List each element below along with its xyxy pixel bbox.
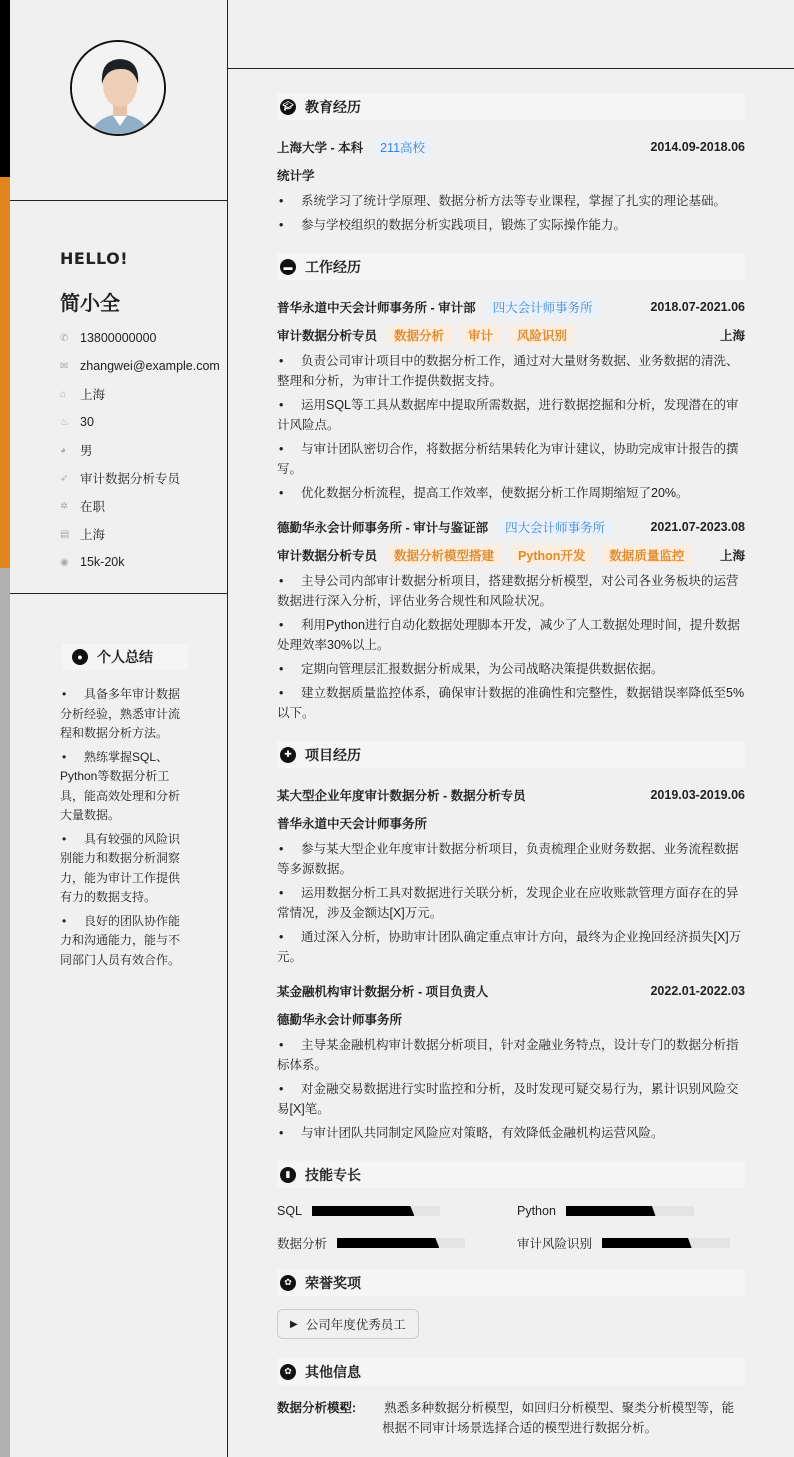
section-title: 工作经历 (305, 258, 361, 275)
job-header (277, 513, 745, 541)
job-header (277, 293, 745, 321)
bullet-item: • 参与学校组织的数据分析实践项目，锻炼了实际操作能力。 (277, 215, 745, 235)
project-org: 德勤华永会计师事务所 (277, 1013, 403, 1027)
info-text: 在职 (80, 500, 106, 514)
bullet-item: • 主导某金融机构审计数据分析项目，针对金融业务特点，设计专门的数据分析指标体系。 (277, 1035, 745, 1075)
info-row (60, 380, 220, 408)
project-header (277, 781, 745, 809)
job-entry (277, 513, 745, 723)
bullet-item: • 建立数据质量监控体系，确保审计数据的准确性和完整性，数据错误率降低至5%以下。 (277, 683, 745, 723)
skill-bar-fill (602, 1238, 692, 1248)
company: 普华永道中天会计师事务所 - 审计部 (277, 301, 476, 315)
skill-name: 数据分析 (277, 1237, 328, 1251)
summary-title: 个人总结 (97, 649, 153, 665)
work-section (277, 253, 745, 723)
skill-tag: 审计 (461, 325, 500, 345)
info-row (60, 548, 220, 576)
info-row (60, 492, 220, 520)
date: 2022.01-2022.03 (650, 984, 745, 998)
section-header (277, 741, 745, 768)
date: 2018.07-2021.06 (650, 300, 745, 314)
info-text: 13800000000 (80, 331, 157, 345)
project-bullets (277, 1035, 745, 1143)
home-icon: ⌂ (60, 388, 67, 400)
skill-item (517, 1233, 745, 1253)
projects-section (277, 741, 745, 1143)
divider (10, 593, 228, 594)
main-content (277, 93, 745, 1442)
bullet-item: • 与审计团队密切合作，将数据分析结果转化为审计建议，协助完成审计报告的撰写。 (277, 439, 745, 479)
sidebar (10, 0, 228, 1457)
section-header (277, 253, 745, 280)
bullet-item: • 利用Python进行自动化数据处理脚本开发，减少了人工数据处理时间，提升数据处理效率30%以上。 (277, 615, 745, 655)
skill-bar (312, 1206, 440, 1216)
accent-strip-black (0, 0, 10, 177)
bullet-item: • 运用SQL等工具从数据库中提取所需数据，进行数据挖掘和分析，发现潜在的审计风险点。 (277, 395, 745, 435)
skill-tag: Python开发 (511, 545, 592, 565)
bullet-item: • 对金融交易数据进行实时监控和分析，及时发现可疑交易行为，累计识别风险交易[X]笔。 (277, 1079, 745, 1119)
skill-tag: 数据分析模型搭建 (387, 545, 501, 565)
section-header (277, 1269, 745, 1296)
contact-info (60, 324, 220, 576)
send-icon: ➶ (60, 472, 69, 484)
other-section (277, 1358, 745, 1442)
info-text: 30 (80, 415, 94, 429)
project-entry (277, 781, 745, 967)
job-left (277, 297, 600, 317)
section-title: 其他信息 (305, 1363, 361, 1380)
bullet-item: • 运用数据分析工具对数据进行关联分析，发现企业在应收账款管理方面存在的异常情况，涉及金额达[X]万元。 (277, 883, 745, 923)
skill-item (277, 1233, 517, 1253)
gender-icon: ◕ (60, 444, 67, 456)
summary-header (62, 644, 188, 670)
info-text: 审计数据分析专员 (80, 472, 181, 486)
city: 上海 (719, 329, 745, 343)
summary-item: • 良好的团队协作能力和沟通能力，能与不同部门人员有效合作。 (60, 912, 188, 971)
award-icon: ✿ (280, 1364, 296, 1380)
cake-icon: ♨ (60, 416, 69, 428)
job-bullets (277, 351, 745, 503)
graduation-cap-icon: 🎓︎ (280, 99, 296, 115)
avatar (70, 40, 166, 136)
project-name: 某金融机构审计数据分析 - 项目负责人 (277, 985, 489, 999)
role: 审计数据分析专员 (277, 329, 378, 343)
skill-bar (602, 1238, 730, 1248)
role-left (277, 325, 574, 345)
bullet-item: • 系统学习了统计学原理、数据分析方法等专业课程，掌握了扎实的理论基础。 (277, 191, 745, 211)
summary-list (60, 685, 188, 974)
info-text: 15k-20k (80, 555, 125, 569)
accent-strip-orange (0, 177, 10, 568)
info-row (60, 520, 220, 548)
grid-icon: ✚ (280, 747, 296, 763)
skill-bar-fill (312, 1206, 414, 1216)
date: 2021.07-2023.08 (650, 520, 745, 534)
section-header (277, 1358, 745, 1385)
company-tag: 四大会计师事务所 (486, 297, 600, 317)
bullet-item: • 与审计团队共同制定风险应对策略，有效降低金融机构运营风险。 (277, 1123, 745, 1143)
school: 上海大学 - 本科 (277, 141, 364, 155)
major: 统计学 (277, 169, 315, 183)
project-org-row (277, 809, 745, 837)
skill-bar (566, 1206, 694, 1216)
project-bullets (277, 839, 745, 967)
skill-name: Python (517, 1204, 556, 1218)
hello-heading: HELLO! (60, 249, 129, 268)
section-title: 技能专长 (305, 1166, 361, 1183)
candidate-name: 简小全 (60, 293, 120, 315)
bullet-item: • 定期向管理层汇报数据分析成果，为公司战略决策提供数据依据。 (277, 659, 745, 679)
section-title: 荣誉奖项 (305, 1274, 361, 1291)
accent-strip-gray (0, 568, 10, 1457)
award-label: 公司年度优秀员工 (305, 1318, 406, 1332)
project-org-row (277, 1005, 745, 1033)
education-bullets (277, 191, 745, 235)
skill-name: 审计风险识别 (517, 1237, 593, 1251)
honors-section (277, 1269, 745, 1358)
city: 上海 (719, 549, 745, 563)
section-header (277, 1161, 745, 1188)
award-item[interactable] (277, 1309, 419, 1339)
summary-item: • 具备多年审计数据分析经验，熟悉审计流程和数据分析方法。 (60, 685, 188, 744)
role: 审计数据分析专员 (277, 549, 378, 563)
play-icon: ▶ (290, 1318, 298, 1330)
divider (228, 68, 794, 69)
skills-section (277, 1161, 745, 1253)
project-name: 某大型企业年度审计数据分析 - 数据分析专员 (277, 789, 526, 803)
role-left (277, 545, 691, 565)
job-role-row (277, 321, 745, 349)
skill-item (517, 1201, 745, 1221)
summary-item: • 熟练掌握SQL、Python等数据分析工具，能高效处理和分析大量数据。 (60, 748, 188, 826)
bullet-item: • 主导公司内部审计数据分析项目，搭建数据分析模型，对公司各业务板块的运营数据进行深入分析，评估业务合规性和风险状况。 (277, 571, 745, 611)
skill-tag: 数据分析 (387, 325, 451, 345)
building-icon: ▤ (60, 528, 70, 540)
award-icon: ✿ (280, 1275, 296, 1291)
section-title: 项目经历 (305, 746, 361, 763)
other-label: 数据分析模型: (277, 1401, 357, 1415)
job-entry (277, 293, 745, 503)
skill-bar (337, 1238, 465, 1248)
education-section (277, 93, 745, 235)
skill-name: SQL (277, 1204, 303, 1218)
school-tag: 211高校 (373, 137, 432, 157)
skill-tag: 数据质量监控 (602, 545, 691, 565)
info-row (60, 324, 220, 352)
bullet-item: • 负责公司审计项目中的数据分析工作，通过对大量财务数据、业务数据的清洗、整理和分析，为审计工作提供数据支持。 (277, 351, 745, 391)
skill-tag: 风险识别 (510, 325, 574, 345)
section-header (277, 93, 745, 120)
phone-icon: ✆ (60, 332, 69, 344)
date: 2014.09-2018.06 (650, 140, 745, 154)
briefcase-icon: ▬ (280, 259, 296, 275)
company-tag: 四大会计师事务所 (498, 517, 612, 537)
bar-chart-icon: ▮ (280, 1167, 296, 1183)
project-entry (277, 977, 745, 1143)
bullet-item: • 参与某大型企业年度审计数据分析项目，负责梳理企业财务数据、业务流程数据等多源数据。 (277, 839, 745, 879)
bullet-item: • 通过深入分析，协助审计团队确定重点审计方向，最终为企业挽回经济损失[X]万元。 (277, 927, 745, 967)
company: 德勤华永会计师事务所 - 审计与鉴证部 (277, 521, 489, 535)
info-text: 上海 (80, 388, 106, 402)
info-row (60, 436, 220, 464)
info-row (60, 408, 220, 436)
info-text: 男 (80, 444, 93, 458)
mail-icon: ✉ (60, 360, 69, 372)
other-bullet: • 熟悉多种数据分析模型，如回归分析模型、聚类分析模型等，能根据不同审计场景选择合适的模型进行数据分析。 (382, 1398, 745, 1438)
info-row (60, 352, 220, 380)
info-text: zhangwei@example.com (80, 359, 220, 373)
section-title: 教育经历 (305, 98, 361, 115)
date: 2019.03-2019.06 (650, 788, 745, 802)
salary-icon: ◉ (60, 556, 69, 568)
job-role-row (277, 541, 745, 569)
summary-item: • 具有较强的风险识别能力和数据分析洞察力，能为审计工作提供有力的数据支持。 (60, 830, 188, 908)
info-text: 上海 (80, 528, 106, 542)
skill-bar-fill (337, 1238, 439, 1248)
status-icon: ✲ (60, 500, 69, 512)
skill-item (277, 1201, 517, 1221)
project-header (277, 977, 745, 1005)
skill-bar-fill (566, 1206, 656, 1216)
job-bullets (277, 571, 745, 723)
bullet-item: • 优化数据分析流程，提高工作效率，使数据分析工作周期缩短了20%。 (277, 483, 745, 503)
user-icon: ● (72, 649, 88, 665)
info-row (60, 464, 220, 492)
project-org: 普华永道中天会计师事务所 (277, 817, 428, 831)
job-left (277, 517, 612, 537)
divider (10, 200, 228, 201)
